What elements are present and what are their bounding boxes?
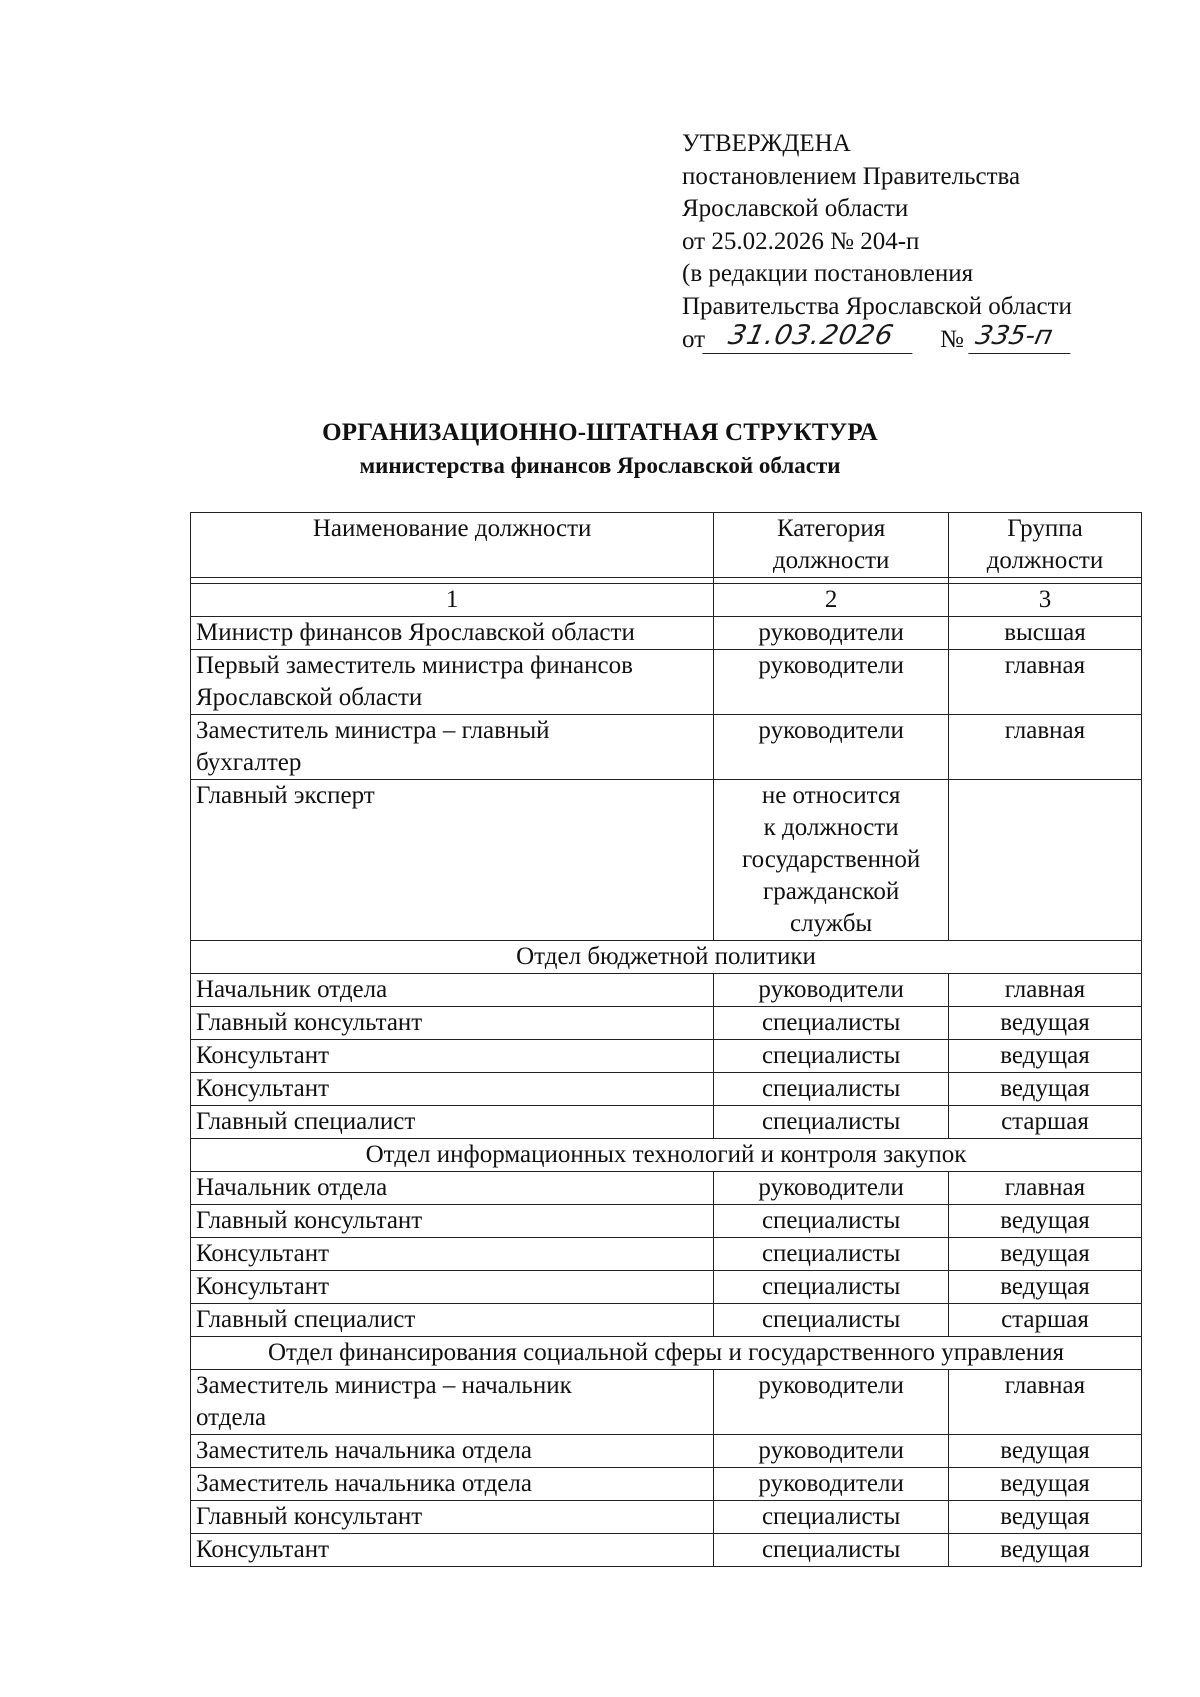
group-cell: ведущая — [948, 1271, 1141, 1304]
table-row — [191, 1205, 1142, 1238]
group-cell: ведущая — [948, 1501, 1141, 1534]
group-cell: ведущая — [948, 1007, 1141, 1040]
category-cell: специалисты — [714, 1205, 949, 1238]
table-row — [191, 1007, 1142, 1040]
approval-line: (в редакции постановления — [682, 260, 974, 287]
table-row — [191, 1435, 1142, 1468]
table-row — [191, 1106, 1142, 1139]
approval-line: УТВЕРЖДЕНА — [682, 130, 851, 157]
table-row — [191, 1271, 1142, 1304]
category-cell: руководители — [714, 1172, 949, 1205]
group-cell: главная — [948, 1370, 1141, 1435]
position-cell: Консультант — [191, 1073, 714, 1106]
position-cell: Главный специалист — [191, 1304, 714, 1337]
position-cell: Консультант — [191, 1271, 714, 1304]
category-cell: руководители — [714, 1468, 949, 1501]
position-cell: Консультант — [191, 1534, 714, 1567]
category-cell: руководители — [714, 715, 949, 780]
group-cell: ведущая — [948, 1435, 1141, 1468]
table-row — [191, 1534, 1142, 1567]
table-row — [191, 780, 1142, 941]
document-title: ОРГАНИЗАЦИОННО-ШТАТНАЯ СТРУКТУРА — [322, 419, 878, 446]
position-cell: Главный консультант — [191, 1205, 714, 1238]
position-cell: Заместитель министра – главный бухгалтер — [191, 715, 714, 780]
approval-line: от 25.02.2026 № 204-п — [682, 227, 920, 255]
group-cell: ведущая — [948, 1040, 1141, 1073]
table-row — [191, 1370, 1142, 1435]
group-cell: ведущая — [948, 1534, 1141, 1567]
position-cell: Главный эксперт — [191, 780, 714, 941]
category-cell: специалисты — [714, 1501, 949, 1534]
group-cell: ведущая — [948, 1468, 1141, 1501]
section-title: Отдел информационных технологий и контроля закупок — [191, 1139, 1142, 1172]
group-cell — [948, 780, 1141, 941]
column-number: 2 — [714, 584, 949, 617]
category-cell: специалисты — [714, 1238, 949, 1271]
position-cell: Консультант — [191, 1040, 714, 1073]
group-cell: главная — [948, 715, 1141, 780]
column-number: 3 — [948, 584, 1141, 617]
table-row — [191, 650, 1142, 715]
group-cell: ведущая — [948, 1205, 1141, 1238]
approval-line: Правительства Ярославской области — [682, 292, 1072, 320]
group-cell: главная — [948, 650, 1141, 715]
group-cell: старшая — [948, 1304, 1141, 1337]
position-cell: Заместитель начальника отдела — [191, 1468, 714, 1501]
table-row — [191, 1172, 1142, 1205]
section-title: Отдел бюджетной политики — [191, 941, 1142, 974]
category-cell: специалисты — [714, 1073, 949, 1106]
document-subtitle: министерства финансов Ярославской области — [359, 453, 841, 478]
category-cell: руководители — [714, 617, 949, 650]
staff-structure-table — [190, 512, 1142, 1567]
amendment-date-line — [682, 320, 1162, 357]
section-header-row — [191, 941, 1142, 974]
category-cell: не относится к должности государственной гражданской службы — [714, 780, 949, 941]
table-row — [191, 1468, 1142, 1501]
handwritten-date: 31.03.2026 — [702, 319, 919, 354]
position-cell: Консультант — [191, 1238, 714, 1271]
number-label: № — [940, 326, 964, 353]
table-row — [191, 1040, 1142, 1073]
category-cell: специалисты — [714, 1271, 949, 1304]
section-header-row — [191, 1139, 1142, 1172]
approval-stamp — [682, 128, 1162, 357]
handwritten-number: 335-п — [968, 319, 1077, 354]
table-row — [191, 1238, 1142, 1271]
section-title: Отдел финансирования социальной сферы и государственного управления — [191, 1337, 1142, 1370]
position-cell: Первый заместитель министра финансов Ярославской области — [191, 650, 714, 715]
table-row — [191, 1501, 1142, 1534]
header-group: Группа должности — [948, 513, 1141, 578]
table-row — [191, 617, 1142, 650]
group-cell: главная — [948, 1172, 1141, 1205]
position-cell: Главный специалист — [191, 1106, 714, 1139]
category-cell: руководители — [714, 974, 949, 1007]
category-cell: руководители — [714, 650, 949, 715]
header-position: Наименование должности — [191, 513, 714, 578]
table-row — [191, 974, 1142, 1007]
section-header-row — [191, 1337, 1142, 1370]
group-cell: ведущая — [948, 1073, 1141, 1106]
category-cell: специалисты — [714, 1106, 949, 1139]
category-cell: специалисты — [714, 1304, 949, 1337]
position-cell: Главный консультант — [191, 1007, 714, 1040]
category-cell: специалисты — [714, 1007, 949, 1040]
group-cell: ведущая — [948, 1238, 1141, 1271]
position-cell: Начальник отдела — [191, 974, 714, 1007]
column-number-row — [191, 584, 1142, 617]
group-cell: главная — [948, 974, 1141, 1007]
approval-line: постановлением Правительства — [682, 162, 1021, 190]
header-category: Категория должности — [714, 513, 949, 578]
category-cell: руководители — [714, 1370, 949, 1435]
position-cell: Начальник отдела — [191, 1172, 714, 1205]
group-cell: старшая — [948, 1106, 1141, 1139]
approval-line: Ярославской области — [682, 195, 909, 222]
position-cell: Заместитель министра – начальник отдела — [191, 1370, 714, 1435]
from-label: от — [682, 326, 706, 353]
column-number: 1 — [191, 584, 714, 617]
position-cell: Главный консультант — [191, 1501, 714, 1534]
group-cell: высшая — [948, 617, 1141, 650]
table-row — [191, 1304, 1142, 1337]
category-cell: специалисты — [714, 1040, 949, 1073]
position-cell: Министр финансов Ярославской области — [191, 617, 714, 650]
category-cell: специалисты — [714, 1534, 949, 1567]
table-row — [191, 715, 1142, 780]
table-row — [191, 1073, 1142, 1106]
table-header-row — [191, 513, 1142, 578]
position-cell: Заместитель начальника отдела — [191, 1435, 714, 1468]
category-cell: руководители — [714, 1435, 949, 1468]
